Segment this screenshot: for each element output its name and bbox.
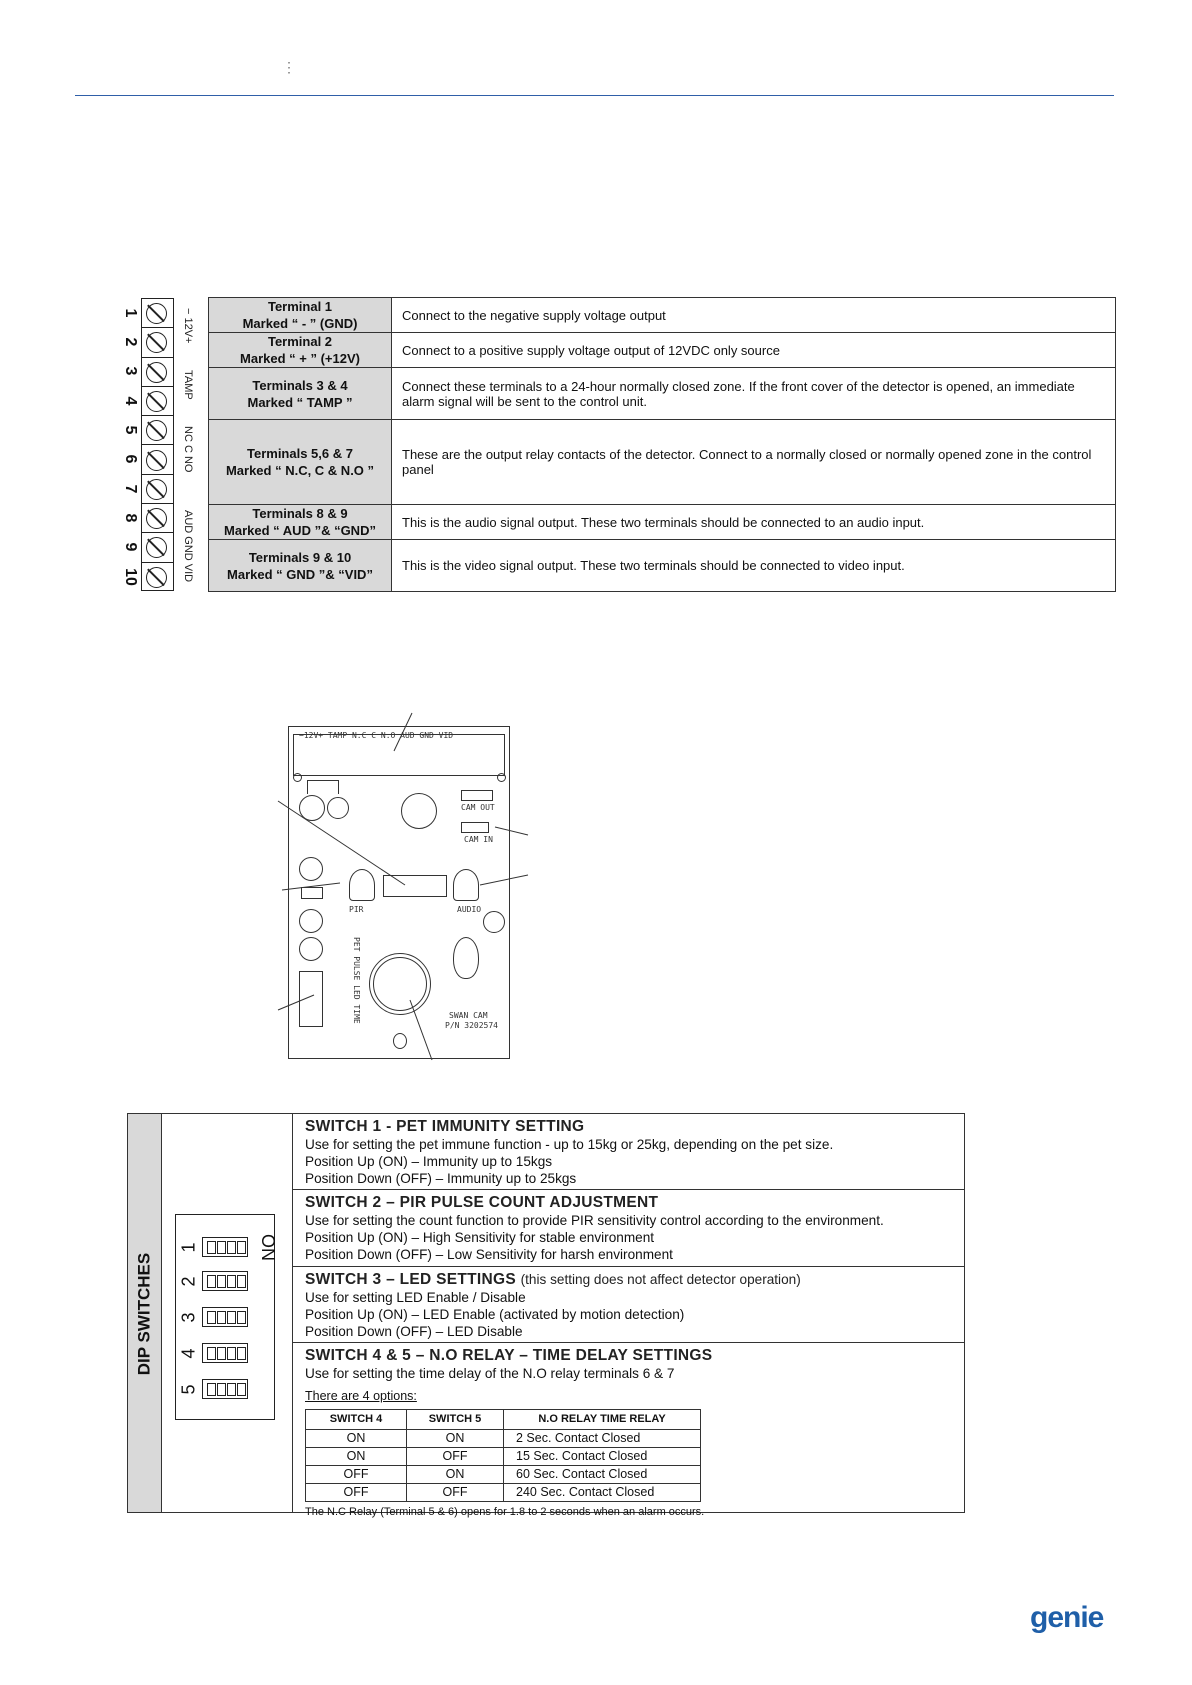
terminal-desc: These are the output relay contacts of the detector. Connect to a normally closed or normally opened zone in the control panel (392, 420, 1116, 505)
pcb-jumper (307, 780, 339, 794)
table-row (306, 1466, 701, 1484)
dip-switch-5 (202, 1379, 248, 1399)
pcb-component (301, 887, 323, 899)
screw-icon (146, 450, 167, 471)
switch-1-section (292, 1114, 964, 1190)
pcb-board (288, 726, 510, 1059)
dip-number: 5 (178, 1384, 199, 1395)
terminal-key (209, 420, 392, 505)
table-cell: 60 Sec. Contact Closed (504, 1466, 701, 1484)
terminal-key-line: Terminals 5,6 & 7 (247, 446, 353, 461)
pir-label: PIR (349, 905, 364, 914)
terminal-number: 9 (122, 542, 139, 552)
pcb-capacitor (483, 911, 505, 933)
dip-switch-4 (202, 1343, 248, 1363)
pcb-terminal-block (293, 734, 505, 776)
table-cell: ON (407, 1466, 504, 1484)
screw-icon (146, 567, 167, 588)
dip-switch-3 (202, 1307, 248, 1327)
pcb-capacitor (299, 937, 323, 961)
pcb-terminal-label: −12V+ TAMP N.C C N.O AUD GND VID (299, 731, 454, 740)
terminal-numbers (118, 298, 142, 591)
terminal-key (209, 298, 392, 333)
terminal-key-line: Marked “ - ” (GND) (242, 316, 358, 331)
column-header: N.O RELAY TIME RELAY (504, 1410, 701, 1430)
terminal-screw-2 (142, 328, 173, 357)
table-cell: ON (306, 1448, 407, 1466)
table-row (209, 420, 1116, 505)
section-line: Position Down (OFF) – Low Sensitivity for harsh environment (305, 1247, 673, 1262)
section-line: Use for setting the time delay of the N.O relay terminals 6 & 7 (305, 1366, 675, 1381)
section-line: Position Down (OFF) – Immunity up to 25kgs (305, 1171, 577, 1186)
mount-hole (293, 773, 302, 782)
table-row (209, 505, 1116, 540)
terminal-table (208, 297, 1116, 592)
terminal-number: 4 (122, 396, 139, 406)
dip-number: 2 (178, 1276, 199, 1287)
pcb-capacitor (327, 797, 349, 819)
switch-3-section (292, 1267, 964, 1343)
section-line: Use for setting LED Enable / Disable (305, 1290, 526, 1305)
section-note: (this setting does not affect detector operation) (520, 1272, 801, 1287)
table-cell: 15 Sec. Contact Closed (504, 1448, 701, 1466)
mounting-slot (453, 937, 479, 979)
section-title: SWITCH 2 – PIR PULSE COUNT ADJUSTMENT (305, 1194, 659, 1211)
audio-pot (453, 869, 479, 901)
section-line: Position Up (ON) – High Sensitivity for stable environment (305, 1230, 655, 1245)
dip-number: 1 (178, 1242, 199, 1253)
pcb-dip-labels: PET PULSE LED TIME (352, 937, 361, 1024)
dip-switch-table (127, 1113, 965, 1518)
dip-number: 4 (178, 1348, 199, 1359)
terminal-screw-8 (142, 504, 173, 533)
table-cell: 240 Sec. Contact Closed (504, 1484, 701, 1502)
screw-icon (146, 479, 167, 500)
terminal-key-line: Terminals 3 & 4 (252, 377, 348, 393)
table-row (209, 333, 1116, 368)
audio-label: AUDIO (457, 905, 482, 914)
terminal-key-line: Terminal 2 (267, 334, 333, 349)
pcb-brand: SWAN CAM (449, 1011, 488, 1020)
cam-out-connector (461, 790, 493, 801)
terminal-screw-5 (142, 416, 173, 445)
table-cell: ON (306, 1430, 407, 1448)
options-label: There are 4 options: (305, 1389, 417, 1403)
dip-switch-2 (202, 1271, 248, 1291)
terminal-key-line: Marked “ AUD ”& “GND” (224, 523, 376, 538)
section-title: SWITCH 3 – LED SETTINGS (305, 1271, 517, 1288)
terminal-screw-9 (142, 533, 173, 562)
cam-in-connector (461, 822, 489, 833)
table-row (306, 1430, 701, 1448)
section-line: Use for setting the count function to provide PIR sensitivity control according to the environment. (305, 1213, 884, 1228)
terminal-label: TAMP (182, 370, 194, 400)
table-cell: OFF (407, 1448, 504, 1466)
terminal-key (209, 540, 392, 592)
pcb-hole (393, 1033, 407, 1049)
dip-side-column (128, 1114, 162, 1512)
screw-icon (146, 508, 167, 529)
terminal-number: 8 (122, 513, 139, 523)
terminal-labels (180, 298, 200, 591)
terminal-number: 2 (122, 337, 139, 347)
terminal-screw-1 (142, 299, 173, 328)
terminal-key (209, 333, 392, 368)
column-header: SWITCH 4 (306, 1410, 407, 1430)
terminal-screw-7 (142, 475, 173, 504)
cam-out-label: CAM OUT (461, 803, 495, 812)
screw-icon (146, 303, 167, 324)
pcb-capacitor (299, 795, 325, 821)
terminal-desc: Connect to the negative supply voltage output (392, 298, 1116, 333)
terminal-screw-6 (142, 446, 173, 475)
switch-4-5-section (292, 1343, 964, 1518)
section-line: Use for setting the pet immune function - up to 15kg or 25kg, depending on the pet size. (305, 1137, 834, 1152)
pir-pot (349, 869, 375, 901)
column-header: SWITCH 5 (407, 1410, 504, 1430)
screw-icon (146, 537, 167, 558)
header-dots: ⋮ (282, 59, 296, 75)
table-row (306, 1448, 701, 1466)
table-row (209, 540, 1116, 592)
terminal-key-line: Marked “ + ” (+12V) (240, 351, 360, 366)
table-cell: OFF (407, 1484, 504, 1502)
header-rule (75, 95, 1114, 96)
terminal-screw-3 (142, 358, 173, 387)
pcb-relay (299, 971, 323, 1027)
table-row (306, 1484, 701, 1502)
dip-on-label: ON (258, 1234, 278, 1261)
section-title: SWITCH 4 & 5 – N.O RELAY – TIME DELAY SETTINGS (305, 1347, 713, 1364)
table-row (209, 368, 1116, 420)
terminal-number: 6 (122, 454, 139, 464)
dip-side-label: DIP SWITCHES (134, 1252, 154, 1376)
terminal-key-line: Marked “ N.C, C & N.O ” (225, 463, 375, 478)
terminal-key (209, 505, 392, 540)
screw-icon (146, 420, 167, 441)
terminal-number: 1 (122, 308, 139, 318)
section-line: Position Down (OFF) – LED Disable (305, 1324, 523, 1339)
section-title-wrap (305, 1271, 964, 1288)
terminal-label: − 12V+ (182, 308, 194, 344)
terminal-key-line: Marked “ TAMP ” (247, 394, 353, 410)
pcb-capacitor (299, 857, 323, 881)
pcb-capacitor (299, 909, 323, 933)
terminal-label: AUD GND VID (182, 510, 194, 583)
terminal-desc: Connect these terminals to a 24-hour normally closed zone. If the front cover of the detector is opened, an immediate alarm signal will be sent to the control unit. (392, 368, 1116, 420)
table-header-row (306, 1410, 701, 1430)
pcb-dip-switch (383, 875, 447, 897)
screw-icon (146, 391, 167, 412)
screw-icon (146, 332, 167, 353)
dip-switch-illustration (161, 1114, 293, 1512)
pir-sensor-inner (373, 957, 427, 1011)
terminal-desc: Connect to a positive supply voltage output of 12VDC only source (392, 333, 1116, 368)
dip-number: 3 (178, 1312, 199, 1323)
table-cell: OFF (306, 1466, 407, 1484)
mount-hole (497, 773, 506, 782)
terminal-number: 10 (122, 568, 139, 586)
terminal-key-line: Terminals 8 & 9 (252, 506, 348, 521)
terminal-key-line: Marked “ GND ”& “VID” (227, 566, 373, 582)
terminal-strip (141, 298, 174, 591)
section-title: SWITCH 1 - PET IMMUNITY SETTING (305, 1118, 585, 1135)
cam-in-label: CAM IN (464, 835, 493, 844)
section-line: Position Up (ON) – LED Enable (activated by motion detection) (305, 1307, 685, 1322)
section-line: Position Up (ON) – Immunity up to 15kgs (305, 1154, 553, 1169)
terminal-key-line: Terminal 1 (267, 299, 333, 314)
relay-footnote: The N.C Relay (Terminal 5 & 6) opens for 1.8 to 2 seconds when an alarm occurs. (305, 1506, 705, 1518)
terminal-key (209, 368, 392, 420)
table-cell: 2 Sec. Contact Closed (504, 1430, 701, 1448)
relay-time-table (305, 1409, 701, 1502)
pcb-capacitor (401, 793, 437, 829)
terminal-key-line: Terminals 9 & 10 (248, 549, 352, 565)
table-cell: OFF (306, 1484, 407, 1502)
terminal-desc: This is the video signal output. These two terminals should be connected to video input. (392, 540, 1116, 592)
terminal-number: 3 (122, 366, 139, 376)
terminal-number: 7 (122, 484, 139, 494)
screw-icon (146, 362, 167, 383)
dip-switch-body (175, 1214, 278, 1420)
terminal-screw-10 (142, 563, 173, 592)
dip-switch-1 (202, 1237, 248, 1257)
switch-2-section (292, 1190, 964, 1267)
table-row (209, 298, 1116, 333)
terminal-desc: This is the audio signal output. These two terminals should be connected to an audio input. (392, 505, 1116, 540)
pcb-part-no: P/N 3202574 (445, 1021, 498, 1030)
table-cell: ON (407, 1430, 504, 1448)
terminal-number: 5 (122, 425, 139, 435)
terminal-screw-4 (142, 387, 173, 416)
terminal-label: NC C NO (182, 426, 194, 473)
genie-logo: genie (1030, 1601, 1104, 1634)
